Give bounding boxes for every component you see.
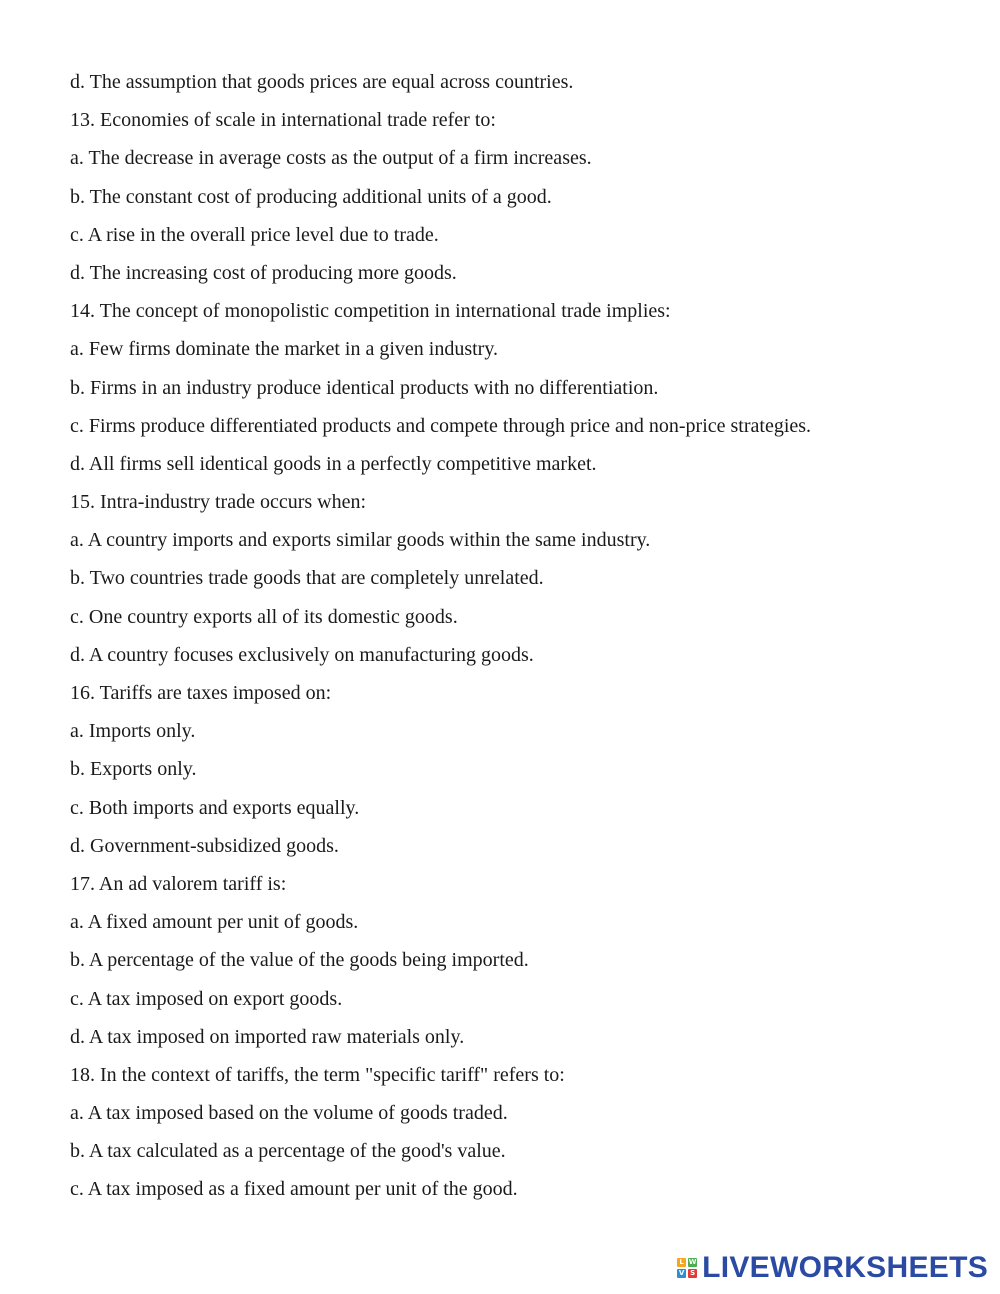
liveworksheets-logo-icon: [677, 1258, 697, 1278]
answer-option-14c: c. Firms produce differentiated products and compete through price and non-price strategies.: [70, 414, 812, 437]
answer-option-13d: d. The increasing cost of producing more goods.: [70, 261, 457, 284]
answer-option-15d: d. A country focuses exclusively on manufacturing goods.: [70, 643, 534, 666]
answer-option-13a: a. The decrease in average costs as the output of a firm increases.: [70, 147, 592, 170]
answer-option-18a: a. A tax imposed based on the volume of goods traded.: [70, 1102, 508, 1125]
question-13: 13. Economies of scale in international trade refer to:: [70, 109, 496, 132]
answer-option-17c: c. A tax imposed on export goods.: [70, 987, 343, 1010]
answer-option-16d: d. Government-subsidized goods.: [70, 834, 339, 857]
answer-option-13c: c. A rise in the overall price level due to trade.: [70, 223, 439, 246]
answer-option-15c: c. One country exports all of its domestic goods.: [70, 605, 458, 628]
logo-tile-l: L: [677, 1258, 686, 1267]
answer-option-12d: d. The assumption that goods prices are equal across countries.: [70, 71, 574, 93]
answer-option-15b: b. Two countries trade goods that are completely unrelated.: [70, 567, 544, 590]
logo-tile-s: S: [690, 1269, 696, 1277]
answer-option-16b: b. Exports only.: [70, 758, 197, 781]
question-14: 14. The concept of monopolistic competition in international trade implies:: [70, 300, 671, 323]
answer-option-16c: c. Both imports and exports equally.: [70, 796, 360, 819]
question-list: [70, 67, 970, 1213]
answer-option-18c: c. A tax imposed as a fixed amount per unit of the good.: [70, 1178, 518, 1201]
answer-option-16a: a. Imports only.: [70, 720, 196, 743]
question-18: 18. In the context of tariffs, the term "specific tariff" refers to:: [70, 1063, 565, 1086]
answer-option-13b: b. The constant cost of producing additional units of a good.: [70, 185, 552, 208]
answer-option-18b: b. A tax calculated as a percentage of the good's value.: [70, 1140, 506, 1163]
question-16: 16. Tariffs are taxes imposed on:: [70, 682, 332, 704]
logo-tile-v: V: [678, 1269, 685, 1277]
answer-option-14b: b. Firms in an industry produce identical products with no differentiation.: [70, 376, 659, 399]
question-15: 15. Intra-industry trade occurs when:: [70, 491, 367, 514]
answer-option-15a: a. A country imports and exports similar goods within the same industry.: [70, 529, 651, 552]
answer-option-14d: d. All firms sell identical goods in a perfectly competitive market.: [70, 452, 597, 475]
question-17: 17. An ad valorem tariff is:: [70, 872, 287, 895]
answer-option-17d: d. A tax imposed on imported raw materials only.: [70, 1025, 465, 1048]
logo-tile-w: W: [688, 1258, 697, 1266]
answer-option-14a: a. Few firms dominate the market in a given industry.: [70, 338, 499, 361]
liveworksheets-logo-text: LIVEWORKSHEETS: [702, 1251, 988, 1284]
liveworksheets-logo: [677, 1250, 988, 1286]
answer-option-17a: a. A fixed amount per unit of goods.: [70, 911, 359, 934]
answer-option-17b: b. A percentage of the value of the goods being imported.: [70, 949, 529, 972]
